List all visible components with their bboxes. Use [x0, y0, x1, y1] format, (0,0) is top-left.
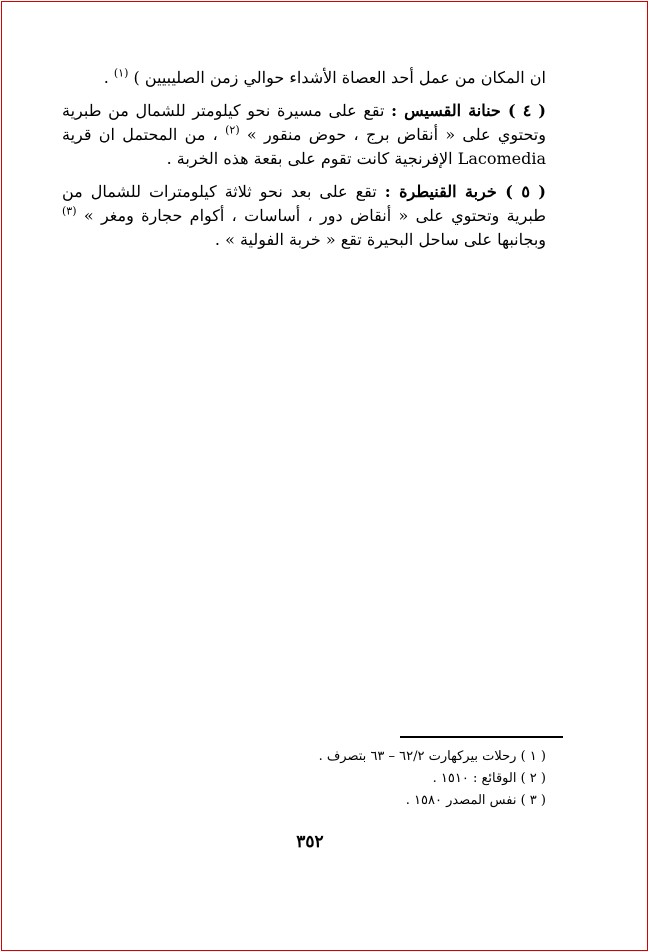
paragraph-hannat-al-qasis	[62, 99, 546, 171]
page-number: ٣٥٢	[296, 832, 324, 852]
text-line: ان المكان من عمل أحد العصاة الأشداء حوالي زمن الصليبيين ) $^{(١)}$ .	[103, 66, 546, 87]
text-line: ( ٥ ) خربة القنيطرة : تقع على بعد نحو ثلاثة كيلومترات للشمال من	[62, 182, 546, 201]
paragraph-khirbat-al-qunaytira	[62, 180, 546, 252]
section-heading: ( ٤ ) حنانة القسيس :	[391, 101, 546, 120]
text-line: Lacomedia الإفرنجية كانت تقوم على بقعة هذه الخربة .	[166, 149, 546, 168]
text-line: وتحتوي على « أنقاض برج ، حوض منقور » $^{(٢)}$ ، من المحتمل ان قرية	[62, 123, 546, 144]
footnote-reference: (٣)	[62, 204, 77, 218]
text-line: وبجانبها على ساحل البحيرة تقع « خربة الفولية » .	[214, 230, 546, 249]
page-body	[62, 66, 546, 261]
footnote-reference: (٢)	[225, 123, 240, 137]
footnote-item: ( ٢ ) الوقائع : ١٥١٠ .	[432, 771, 546, 786]
paragraph-crusader-note	[62, 66, 546, 90]
footnotes	[250, 746, 546, 812]
text-line: طبرية وتحتوي على « أنقاض دور ، أساسات ، أكوام حجارة ومغر » $^{(٣)}$	[62, 204, 546, 225]
footnote-item: ( ١ ) رحلات بيركهارت ٦٢/٢ – ٦٣ بتصرف .	[318, 749, 546, 764]
footnote-reference: (١)	[113, 66, 129, 80]
footnote-item: ( ٣ ) نفس المصدر ١٥٨٠ .	[405, 793, 546, 808]
footnote-separator	[400, 736, 563, 738]
text-line: ( ٤ ) حنانة القسيس : تقع على مسيرة نحو كيلومتر للشمال من طبرية	[62, 101, 546, 120]
section-heading: ( ٥ ) خربة القنيطرة :	[384, 182, 546, 201]
